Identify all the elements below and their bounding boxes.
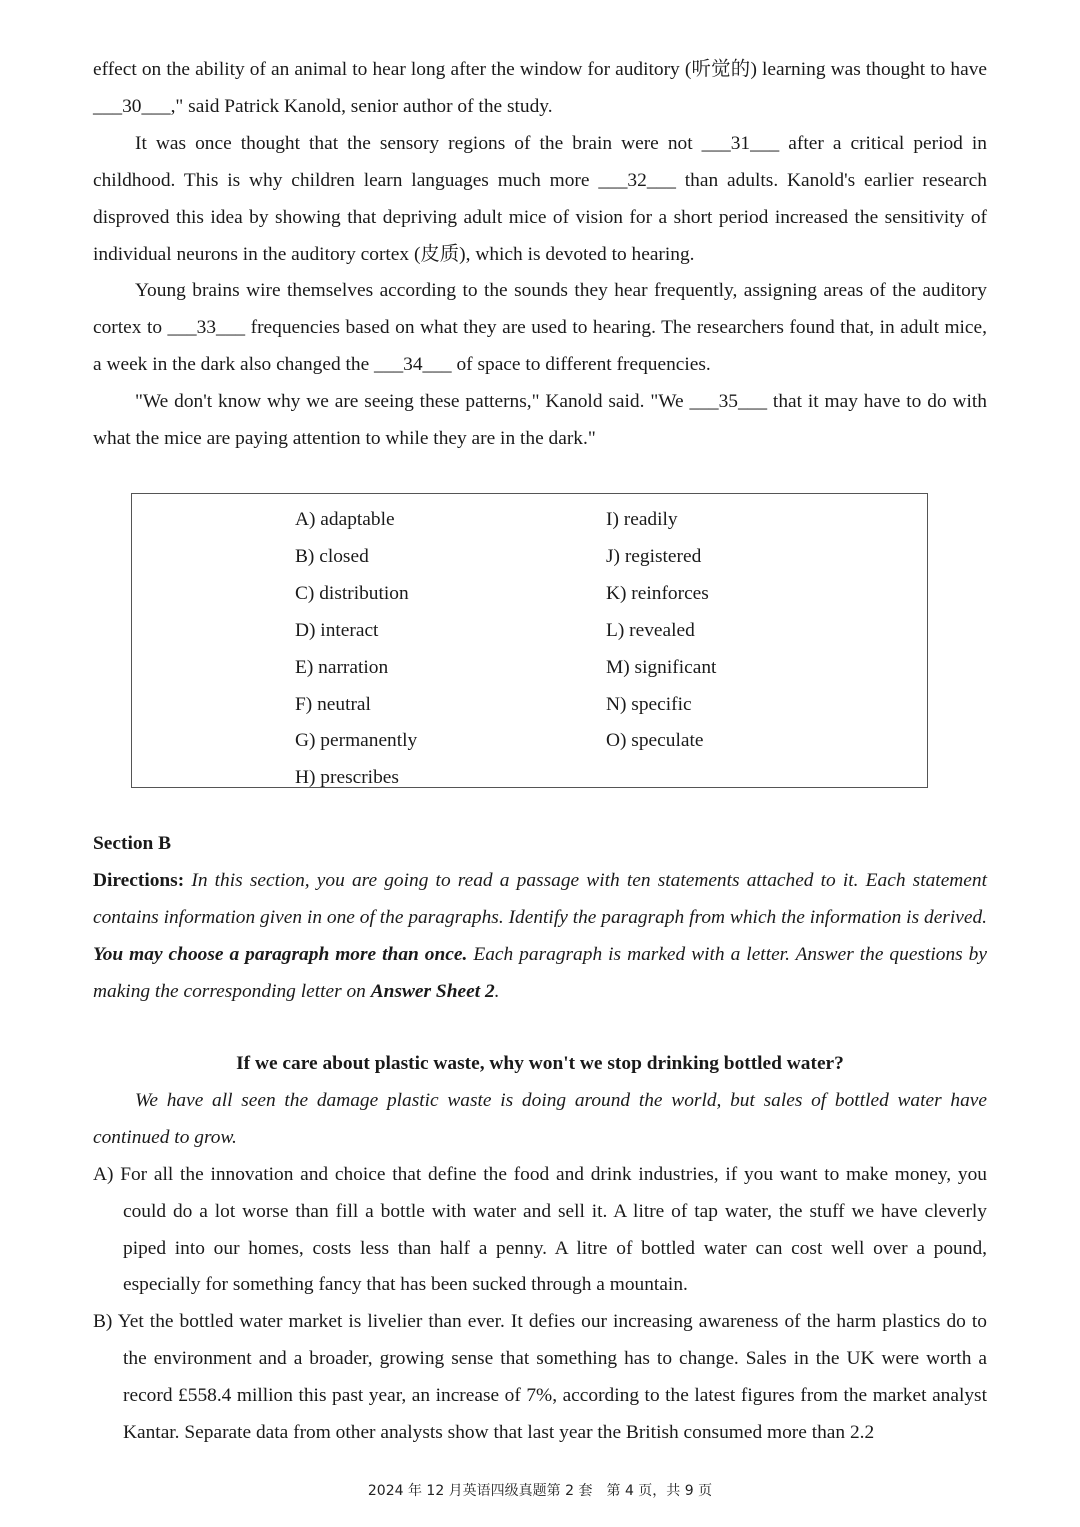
directions (93, 863, 987, 1011)
word-option: B) closed (295, 545, 369, 567)
paragraph: It was once thought that the sensory regions of the brain were not ___31___ after a critical period in childhood. This is why children learn languages much more ___32___ than adults. Kanold's earlier research disproved this idea by showing that depriving adult mice of vision for a short period increased the sensitivity of individual neurons in the auditory cortex (皮质), which is devoted to hearing. (93, 132, 987, 265)
word-option: D) interact (295, 619, 379, 641)
answer-sheet-ref: Answer Sheet 2 (370, 980, 495, 1002)
word-option: E) narration (295, 656, 389, 678)
directions-end: . (494, 980, 500, 1002)
word-bank-box (131, 493, 928, 788)
word-option: G) permanently (295, 730, 418, 752)
word-bank-left-column (295, 502, 417, 797)
word-option: F) neutral (295, 693, 371, 715)
word-option: N) specific (606, 693, 692, 715)
word-option: O) speculate (606, 730, 704, 752)
word-option: H) prescribes (295, 767, 399, 789)
directions-emphasis: You may choose a paragraph more than once. (93, 943, 468, 965)
paragraph: Young brains wire themselves according to the sounds they hear frequently, assigning areas of the auditory cortex to ___33___ frequencies based on what they are used to hearing. The researchers found that, in adult mice, a week in the dark also changed the ___34___ of space to different frequencies. (93, 280, 987, 376)
article-paragraph-b: B) Yet the bottled water market is livelier than ever. It defies our increasing awareness of the harm plastics do to the environment and a broader, growing sense that something has to change. Sales in the UK were worth a record £558.4 million this past year, an increase of 7%, according to the latest figures from the market analyst Kantar. Separate data from other analysts show that last year the British consumed more than 2.2 (93, 1311, 987, 1444)
article-intro: We have all seen the damage plastic waste is doing around the world, but sales of bottled water have continued to grow. (93, 1089, 987, 1148)
article-title: If we care about plastic waste, why won't we stop drinking bottled water? (236, 1053, 844, 1074)
word-option: I) readily (606, 509, 678, 530)
directions-text: Each paragraph is marked with a letter. Answer the questions by making the corresponding letter on (93, 943, 987, 1002)
passage-continuation (93, 52, 987, 458)
word-option: A) adaptable (295, 509, 395, 530)
paragraph: effect on the ability of an animal to hear long after the window for auditory (听觉的) learning was thought to have ___30___," said Patrick Kanold, senior author of the study. (93, 59, 987, 117)
section-heading: Section B (93, 833, 172, 854)
word-option: K) reinforces (606, 582, 709, 604)
article (93, 1046, 987, 1452)
page-footer: 2024 年 12 月英语四级真题第 2 套 第 4 页，共 9 页 (367, 1483, 713, 1499)
word-option: L) revealed (606, 619, 695, 641)
word-option: J) registered (606, 545, 702, 567)
directions-text: In this section, you are going to read a passage with ten statements attached to it. Each statement contains information given in one of the paragraphs. Identify the paragraph from which the information is derived. (93, 869, 987, 928)
section-b (93, 826, 987, 1011)
word-bank-right-column (606, 502, 716, 760)
directions-label: Directions: (93, 869, 185, 891)
word-option: M) significant (606, 656, 717, 678)
word-option: C) distribution (295, 582, 409, 604)
article-paragraph-a: A) For all the innovation and choice that define the food and drink industries, if you want to make money, you could do a lot worse than fill a bottle with water and sell it. A litre of tap water, the stuff we have cleverly piped into our homes, costs less than half a penny. A litre of bottled water can cost well over a pound, especially for something fancy that has been sucked through a mountain. (93, 1163, 987, 1296)
paragraph: "We don't know why we are seeing these patterns," Kanold said. "We ___35___ that it may have to do with what the mice are paying attention to while they are in the dark." (93, 391, 987, 450)
